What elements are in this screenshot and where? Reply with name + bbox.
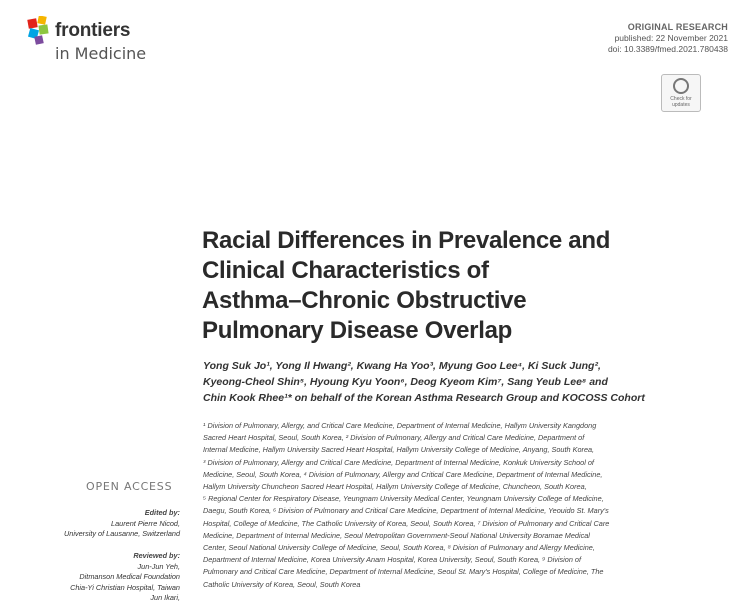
open-access-label: OPEN ACCESS <box>86 480 173 493</box>
article-title <box>202 226 722 346</box>
reviewer-line: Ditmanson Medical Foundation <box>79 572 180 581</box>
editor-line: Laurent Pierre Nicod, <box>111 518 180 528</box>
affiliation-line: Catholic University of Korea, Seoul, South Korea <box>203 579 361 589</box>
affiliation-line: Hospital, College of Medicine, The Catholic University of Korea, Seoul, South Korea, ⁷ Division of Pulmonary and Critical Care <box>203 518 610 528</box>
reviewed-by-heading: Reviewed by: <box>133 551 180 560</box>
reviewer-line: Jun-Jun Yeh, <box>137 561 180 571</box>
title-line: Asthma–Chronic Obstructive <box>202 287 527 314</box>
affiliation-line: ¹ Division of Pulmonary, Allergy, and Critical Care Medicine, Department of Internal Medicine, Hallym University Kangdong <box>203 421 597 430</box>
affiliation-line: Medicine, Seoul, South Korea, ⁴ Division of Pulmonary, Allergy and Critical Care Medicine, Department of Internal Medicine, <box>203 469 603 479</box>
editor-line: University of Lausanne, Switzerland <box>64 529 180 538</box>
check-for-updates-badge[interactable] <box>661 74 701 112</box>
journal-logo <box>26 14 176 63</box>
reviewer-line: Jun Ikari, <box>150 593 180 602</box>
frontiers-logo-icon <box>26 16 52 46</box>
affiliation-line: Internal Medicine, Hallym University Sacred Heart Hospital, Hallym University College of Medicine, Anyang, South Korea, <box>203 445 595 455</box>
journal-name-line2: in Medicine <box>55 44 147 63</box>
reviewed-by-block <box>10 551 180 604</box>
affiliation-line: ⁵ Regional Center for Respiratory Disease, Yeungnam University Medical Center, Yeungnam University College of Medicine, <box>203 494 604 504</box>
journal-name-line1: frontiers <box>55 20 131 41</box>
author-line[interactable]: Kyeong-Cheol Shin⁵, Hyoung Kyu Yoon⁶, Deog Kyeom Kim⁷, Sang Yeub Lee⁸ and <box>203 376 608 388</box>
edited-by-heading: Edited by: <box>144 508 180 517</box>
affiliation-line: Medicine, Department of Internal Medicine, Seoul Metropolitan Government-Seoul National University Boramae Medical <box>203 530 590 540</box>
author-line[interactable]: Chin Kook Rhee¹* on behalf of the Korean Asthma Research Group and KOCOSS Cohort <box>203 392 645 404</box>
author-list <box>203 358 723 406</box>
author-line[interactable]: Yong Suk Jo¹, Yong Il Hwang², Kwang Ha Yoo³, Myung Goo Lee⁴, Ki Suck Jung², <box>203 360 601 372</box>
reviewer-line: Chia-Yi Christian Hospital, Taiwan <box>70 582 180 592</box>
affiliations <box>203 420 723 591</box>
affiliation-line: Hallym University Chuncheon Sacred Heart Hospital, Hallym University College of Medicine, Chuncheon, South Korea, <box>203 482 587 492</box>
affiliation-line: Sacred Heart Hospital, Seoul, South Korea, ² Division of Pulmonary, Allergy and Critical Care Medicine, Department of <box>203 433 585 443</box>
affiliation-line: Center, Seoul National University College of Medicine, Seoul, South Korea, ⁸ Division of Pulmonary and Allergy Medicine, <box>203 543 595 553</box>
affiliation-line: Pulmonary and Critical Care Medicine, Department of Internal Medicine, Seoul St. Mary's Hospital, College of Medicine, The <box>203 567 604 577</box>
article-type: ORIGINAL RESEARCH <box>627 22 728 32</box>
check-for-updates-label: Check for updates <box>670 96 692 108</box>
published-date: published: 22 November 2021 <box>614 33 728 43</box>
affiliation-line: Department of Internal Medicine, Korea University Anam Hospital, Korea University, Seoul, South Korea, ⁹ Division of <box>203 555 582 565</box>
title-line: Pulmonary Disease Overlap <box>202 317 512 344</box>
affiliation-line: Daegu, South Korea, ⁶ Division of Pulmonary and Critical Care Medicine, Department of Internal Medicine, Yeouido St. Mary's <box>203 506 609 516</box>
refresh-icon <box>673 78 689 94</box>
article-meta <box>608 22 728 55</box>
title-line: Racial Differences in Prevalence and <box>202 227 611 254</box>
doi[interactable]: doi: 10.3389/fmed.2021.780438 <box>607 44 728 54</box>
title-line: Clinical Characteristics of <box>202 257 489 284</box>
edited-by-block <box>10 508 180 540</box>
affiliation-line: ³ Division of Pulmonary, Allergy and Critical Care Medicine, Department of Internal Medicine, Konkuk University School of <box>203 457 594 467</box>
